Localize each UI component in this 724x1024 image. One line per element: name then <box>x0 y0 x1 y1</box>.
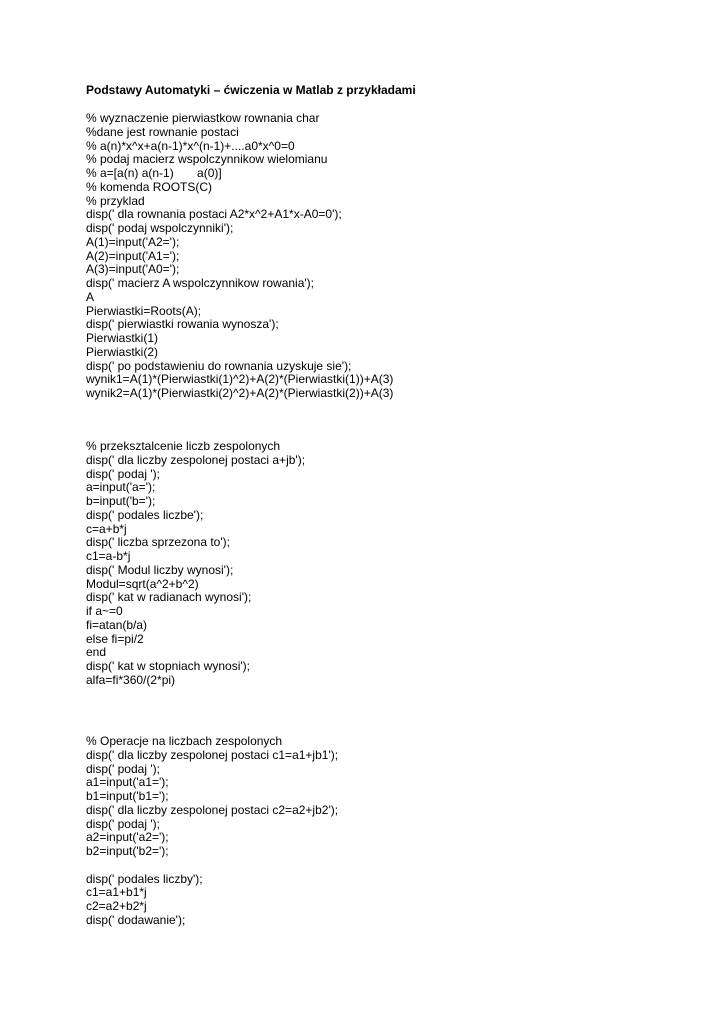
code-line: b1=input('b1='); <box>86 789 169 803</box>
code-line: disp(' podaj wspolczynniki'); <box>86 221 234 235</box>
code-line: % Operacje na liczbach zespolonych <box>86 734 283 748</box>
code-line: disp(' Modul liczby wynosi'); <box>86 562 234 577</box>
code-line: end <box>86 645 107 660</box>
code-line: A(3)=input('A0='); <box>86 262 180 277</box>
code-line: a2=input('a2='); <box>86 830 169 845</box>
code-line: % a=[a(n) a(n-1) a(0)] <box>86 166 222 180</box>
code-line: b2=input('b2='); <box>86 844 169 858</box>
code-line: disp(' liczba sprzezona to'); <box>86 535 230 550</box>
code-line: disp(' kat w stopniach wynosi'); <box>86 659 250 673</box>
code-line <box>86 859 338 873</box>
code-line: else fi=pi/2 <box>86 631 144 646</box>
code-line: wynik2=A(1)*(Pierwiastki(2)^2)+A(2)*(Pierwiastki(2))+A(3) <box>86 386 394 400</box>
code-line: b=input('b='); <box>86 494 156 508</box>
code-line: wynik1=A(1)*(Pierwiastki(1)^2)+A(2)*(Pierwiastki(1))+A(3) <box>86 372 394 387</box>
code-line: disp(' podales liczbe'); <box>86 507 204 522</box>
code-line: A <box>86 289 95 304</box>
code-line: c2=a2+b2*j <box>86 899 147 913</box>
code-line: c1=a1+b1*j <box>86 885 147 900</box>
code-line: % a(n)*x^x+a(n-1)*x^(n-1)+....a0*x^0=0 <box>86 138 295 153</box>
code-line: disp(' dla liczby zespolonej postaci c2=a2+jb2'); <box>86 802 339 817</box>
code-line: disp(' dodawanie'); <box>86 912 186 927</box>
code-line: disp(' podaj '); <box>86 466 160 481</box>
code-line: Modul=sqrt(a^2+b^2) <box>86 576 199 591</box>
code-line: a=input('a='); <box>86 480 156 495</box>
code-line: % podaj macierz wspolczynnikow wielomianu <box>86 152 328 167</box>
code-line: A(1)=input('A2='); <box>86 234 180 249</box>
code-line: disp(' podaj '); <box>86 761 160 776</box>
code-line: disp(' podales liczby'); <box>86 871 203 886</box>
code-line: disp(' po podstawieniu do rownania uzyskuje sie'); <box>86 358 352 373</box>
code-line: % przeksztalcenie liczb zespolonych <box>86 439 281 453</box>
code-line: Pierwiastki=Roots(A); <box>86 303 202 318</box>
code-line: %dane jest rownanie postaci <box>86 124 239 139</box>
code-line: % komenda ROOTS(C) <box>86 179 213 194</box>
code-line: Pierwiastki(2) <box>86 344 159 359</box>
code-line: A(2)=input('A1='); <box>86 248 180 263</box>
code-block-complex-conversion <box>86 440 305 688</box>
code-line: Pierwiastki(1) <box>86 331 159 345</box>
code-line: disp(' pierwiastki rowania wynosza'); <box>86 317 279 332</box>
code-line: % przyklad <box>86 193 145 208</box>
code-line: c1=a-b*j <box>86 549 131 563</box>
document-title: Podstawy Automatyki – ćwiczenia w Matlab z przykładami <box>86 83 416 97</box>
code-line: disp(' podaj '); <box>86 816 160 831</box>
code-line: disp(' dla liczby zespolonej postaci a+jb'); <box>86 452 306 467</box>
code-line: disp(' kat w radianach wynosi'); <box>86 590 252 605</box>
code-line: disp(' dla rownania postaci A2*x^2+A1*x-A0=0'); <box>86 207 342 222</box>
code-line: c=a+b*j <box>86 521 127 536</box>
code-line: a1=input('a1='); <box>86 775 169 790</box>
code-block-roots <box>86 112 393 401</box>
code-line: alfa=fi*360/(2*pi) <box>86 672 176 687</box>
code-block-complex-operations <box>86 735 338 928</box>
code-line: disp(' dla liczby zespolonej postaci c1=a1+jb1'); <box>86 747 339 762</box>
code-line: % wyznaczenie pierwiastkow rownania char <box>86 111 320 125</box>
code-line: disp(' macierz A wspolczynnikow rowania'); <box>86 276 314 290</box>
code-line: if a~=0 <box>86 604 123 618</box>
code-line: fi=atan(b/a) <box>86 617 148 632</box>
